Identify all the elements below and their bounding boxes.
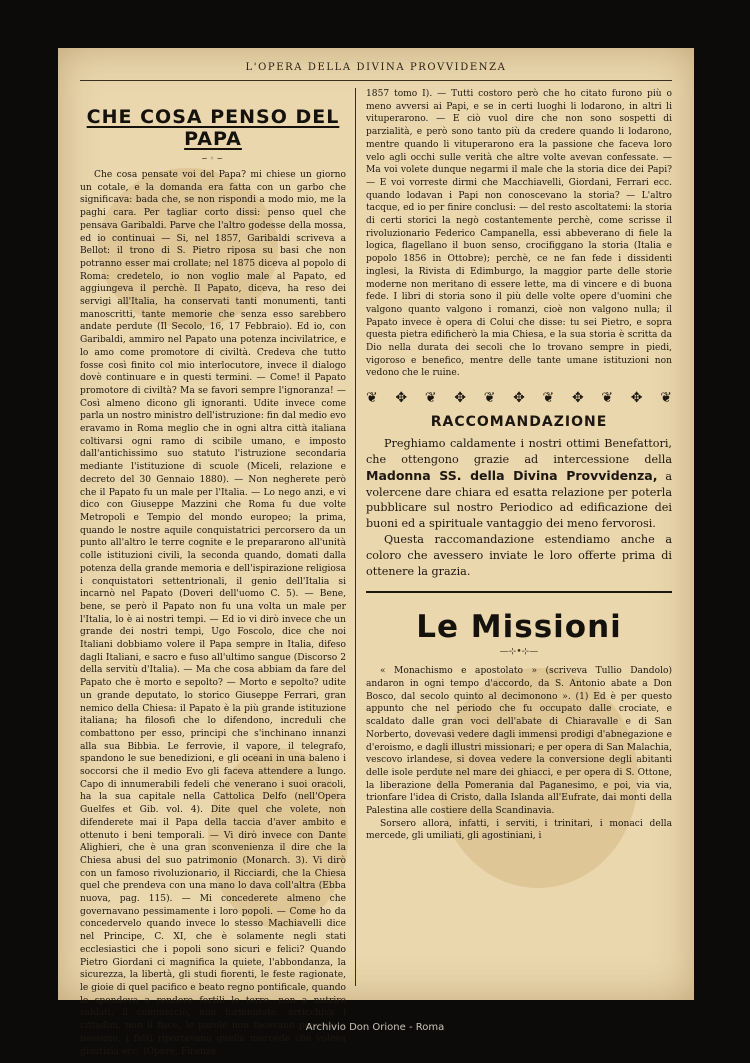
ornament-glyph: ✥ — [630, 390, 643, 407]
raccomandazione-paragraph — [366, 436, 672, 532]
missioni-title: Le Missioni — [416, 609, 622, 646]
raccomandazione-paragraph-2: Questa raccomandazione estendiamo anche a coloro che avessero inviate le loro offerte prima di ottenere la grazia. — [366, 532, 672, 578]
ornament-glyph: ✥ — [454, 390, 466, 407]
column-divider — [355, 88, 356, 986]
article-body: Che cosa pensate voi del Papa? mi chiese un giorno un cotale, e la domanda era fatta con un garbo che significava: bada che, se non rispondi a modo mio, me la paghi cara. Per tagliar corto dissi: penso quel che pensava Garibaldi. Parve che l'altro godesse della mossa, ed io continuai — Si, nel 1857, Garibaldi scriveva a Bellot: il trono di S. Pietro riposa su basi che non potranno esser mai crollate; nel 1875 diceva al popolo di Roma: credetelo, io non voglio male al Papato, ed aggiungeva il perchè. Il Papato, diceva, ha reso dei servigi all'Italia, ha conservati tanti monumenti, tanti manoscritti, tante memorie che senza esso sarebbero andate perdute (Il Secolo, 16, 17 Febbraio). Ed io, con Garibaldi, ammiro nel Papato una potenza incivilatrice, e lo amo come promotore di civiltà. Credeva che tutto fosse così finito col mio interlocutore, invece il dialogo dovè continuare e in questi termini. — Come! il Papato promotore di civiltà? Ma se favori sempre l'ignoranza! — Così almeno dicono gli ignoranti. Udite invece come parla un nostro ministro dell'istruzione: fin dal medio evo eravamo in Roma meglio che in ogni altra città italiana coltivarsi ogni ramo di scibile umano, e imposto dall'antichissimo suo statuto l'istruzione secondaria mediante l'istituzione di scuole (Miceli, relazione e decreto del 30 Gennaio 1880). — Non negherete però che il Papato fu un male per l'Italia. — Lo nego anzi, e vi dico con Giuseppe Mazzini che Roma fu due volte Metropoli e Tempio del mondo europeo; la prima, quando le nostre aquile conquistatrici percorsero da un punto all'altro le terre cognite e le prepararono all'unità colle istituzioni civili, la seconda quando, domati dalla potenza della grande memoria e dell'ispirazione religiosa i conquistatori settentrionali, il genio dell'Italia si incarnò nel Papato (Doveri dell'uomo C. 5). — Bene, bene, se però il Papato non fu una volta un male per l'Italia, lo è ai nostri tempi. — Ed io vi dirò invece che un grande dei nostri tempi, Ugo Foscolo, dice che noi Italiani dobbiamo volere il Papa sempre in Italia, difeso dagli Italiani, e sacro e fuso all'ultimo sangue (Discorso 2 della servitù d'Italia). — Ma che cosa abbiam da fare del Papato che è morto e sepolto? — Morto e sepolto? udite un grande deputato, lo storico Giuseppe Ferrari, gran nemico della Chiesa: il Papato è la più grande istituzione italiana; ha filosofi che lo difendono, increduli che combattono per esso, principi che s'inchinano innanzi alla sua Bibbia. Le ferrovie, il vapore, il telegrafo, spandono le sue benedizioni, e gli oceani in una baleno i soccorsi che il medio Evo gli faceva attendere a lungo. Capo di innumerabili fedeli che venerano i suoi oracoli, ha la sua capitale nella Cattolica Delfo (nell'Opera Guelfes et Gib. vol. 4). Dite quel che volete, non difenderete mai il Papa della taccia d'aver ambito e ottenuto i beni temporali. — Vi dirò invece con Dante Alighieri, che è una gran sconvenienza il dire che la Chiesa abusi del suo patrimonio (Monarch. 3). Vi dirò con un famoso rivoluzionario, il Ricciardi, che la Chiesa quel che prendeva con una mano lo dava coll'altra (Ebba nuova, pag. 115). — Mi concederete almeno che governavano pessimamente i loro popoli. — Come ho da concedervelo quando invece lo stesso Machiavelli dice nel Principe, C. XI, che è solamente negli stati ecclesiastici che i popoli sono sicuri e felici? Quando Pietro Giordani ci magnifica la quiete, l'abbondanza, la sicurezza, la libertà, gli studi fiorenti, le feste ragionate, le gioie di quel pacifico e beato regno pontificale, quando lo spendeva a rendere fertili le terre, non a nutrire soldati, il commercio, non tormentato, arricchiva i cittadini, non il fisco, le parole non facevano pericolo a nessuno, i fatti riportavano quella mercede che voleva giustizia ecc. (Opere, Firenze — [80, 170, 346, 1057]
racc-text-a: Preghiamo caldamente i nostri ottimi Benefattori, che ottengono grazie ad intercessione della — [366, 437, 672, 466]
missioni-paragraph-2: Sorsero allora, infatti, i serviti, i trinitari, i monaci della mercede, gli umiliati, gli agostiniani, i — [366, 818, 672, 842]
ornament-glyph: ❦ — [542, 390, 555, 407]
ornament-glyph: ✥ — [513, 390, 525, 407]
right-column — [366, 88, 672, 843]
left-column — [80, 88, 346, 1058]
ornament-glyph: ❦ — [660, 390, 672, 407]
missioni-ornament: —⊹•⊹— — [499, 647, 539, 658]
archive-caption: Archivio Don Orione - Roma — [305, 1022, 445, 1033]
ornament-glyph: ❦ — [424, 390, 437, 407]
ornament-glyph: ❦ — [483, 390, 496, 407]
ornament-glyph: ✥ — [395, 390, 408, 407]
racc-text-b: a volercene dare chiara ed esatta relazione per poterla pubblicare sul nostro Periodico ad edificazione dei buoni ed a spirituale vantaggio dei meno fervorosi. — [366, 469, 672, 531]
section-rule — [366, 591, 672, 593]
header-rule — [80, 80, 672, 81]
raccomandazione-title: RACCOMANDAZIONE — [430, 414, 608, 431]
ornament-glyph: ✥ — [571, 390, 584, 407]
ornament-band — [366, 390, 672, 406]
title-ornament: ∽◦∽ — [200, 154, 226, 163]
racc-text-bold: Madonna SS. della Divina Provvidenza, — [366, 467, 658, 483]
ornament-glyph: ❦ — [601, 390, 614, 407]
running-header: L'OPERA DELLA DIVINA PROVVIDENZA — [245, 62, 507, 73]
ornament-glyph: ❦ — [366, 390, 378, 407]
article-title: CHE COSA PENSO DEL PAPA — [86, 106, 340, 150]
missioni-paragraph: « Monachismo e apostolato » (scriveva Tullio Dandolo) andaron in ogni tempo d'accordo, da S. Antonio abate a Don Bosco, dal secolo quinto al decimonono ». (1) Ed è per questo appunto che nel periodo che fu occupato dalle crociate, e scaldato dalle gran voci dell'abate di Chiaravalle e di San Norberto, dovevasi vedere dagli immensi prodigi d'abnegazione e d'eroismo, e dagli illustri missionari; e per opera di San Malachia, vescovo irlandese, si dovea vedere la conversione degli abitanti delle isole perdute nel mare dei ghiacci, e per opera di S. Ottone, la liberazione della Pomerania dal Paganesimo, e poi, via via, trionfare l'idea di Cristo, dalla Islanda all'Eufrate, dai monti della Palestina alle costiere della Scandinavia. — [366, 666, 672, 817]
article-continuation: 1857 tomo I). — Tutti costoro però che ho citato furono più o meno avversi ai Papi, e se in certi luoghi li lodarono, in altri li vituperarono. — E ciò vuol dire che non sono sospetti di parzialità, e però sono tanto più da credere quando li lodarono, mentre quando li vituperarono era la passione che faceva loro velo agli occhi sulle verità che altre volte avevan confessate. — Ma voi volete dunque negarmi il male che la storia dice dei Papi? — E voi vorreste dirmi che Macchiavelli, Giordani, Ferrari ecc. quando lodavan i Papi non conoscevano la storia? — L'altro tacque, ed io per finire conclusi: — del resto ascoltatemi: la storia di certi storici la negò costantemente perchè, come scrisse il rivoluzionario Federico Campanella, essi abbeverano di fiele la logica, flagellano il buon senso, crocifiggano la storia (Italia e popolo 1856 in Ottobre); perchè, ce ne fan fede i dissidenti inglesi, la Rivista di Edimburgo, la maggior parte delle storie moderne non meritano di essere lette, ma di vincere e di buona fede. I libri di storia sono il più delle volte opere d'uomini che valgono quanto valgono i romanzi, cioè non valgono nulla; il Papato invece è opera di Colui che disse: tu sei Pietro, e sopra questa pietra edificherò la mia Chiesa, e la sua storia è scritta da Dio nella durata dei secoli che lo trovano sempre in piedi, vigoroso e benefico, mentre delle tante umane istituzioni non vedono che le ruine. — [366, 89, 672, 379]
